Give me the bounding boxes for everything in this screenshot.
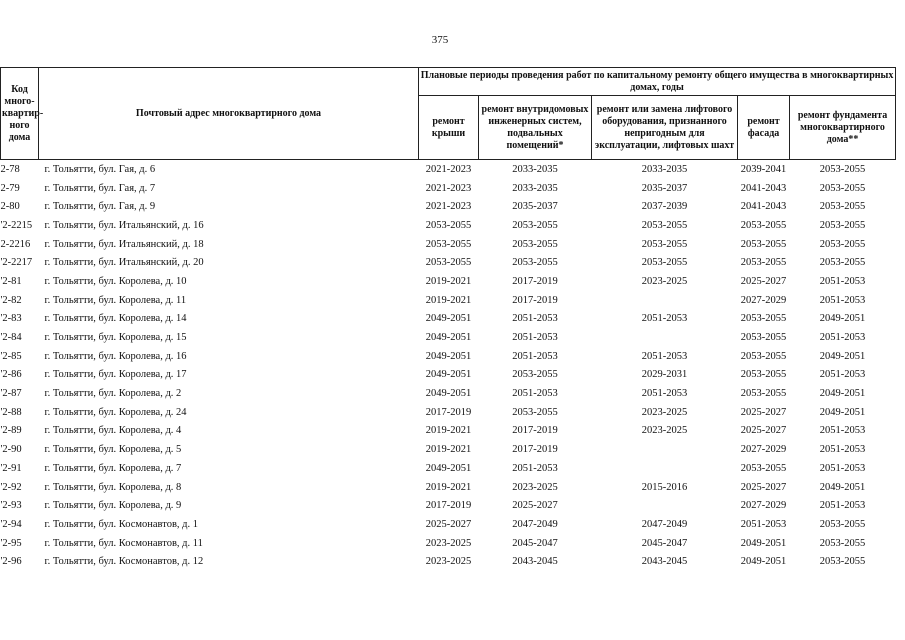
- table-row: [1, 552, 896, 571]
- table-row: [1, 347, 896, 366]
- row-address: г. Тольятти, бул. Королева, д. 16: [44, 350, 187, 362]
- row-foundation: 2053-2055: [819, 556, 866, 568]
- row-code: '2-2215: [0, 219, 33, 231]
- row-engineering: 2047-2049: [512, 518, 558, 530]
- capital-repair-schedule-table: [0, 67, 896, 571]
- row-code: '2-96: [0, 556, 22, 568]
- row-facade: 2049-2051: [740, 556, 787, 568]
- row-roof: 2017-2019: [425, 406, 472, 418]
- row-facade: 2025-2027: [740, 481, 787, 493]
- header-periods-group: Плановые периоды проведения работ по капитальному ремонту общего имущества в многоквартирных домах, годы: [419, 68, 896, 96]
- row-address: г. Тольятти, бул. Королева, д. 14: [44, 313, 187, 325]
- row-roof: 2019-2021: [425, 275, 472, 287]
- row-roof: 2019-2021: [425, 425, 472, 437]
- table-row: [1, 534, 896, 553]
- row-address: г. Тольятти, бул. Королева, д. 7: [44, 462, 182, 474]
- row-code: '2-93: [0, 500, 22, 512]
- row-foundation: 2051-2053: [819, 369, 866, 381]
- row-foundation: 2053-2055: [819, 257, 866, 269]
- row-foundation: 2051-2053: [819, 500, 866, 512]
- row-address: г. Тольятти, бул. Королева, д. 24: [44, 406, 187, 418]
- row-code: '2-91: [0, 462, 22, 474]
- table-row: [1, 253, 896, 272]
- row-code: '2-85: [0, 350, 22, 362]
- row-code: '2-2217: [0, 257, 33, 269]
- row-foundation: 2053-2055: [819, 518, 866, 530]
- table-row: [1, 328, 896, 347]
- header-code: Код много-квартир-ного дома: [1, 68, 39, 160]
- table-row: [1, 440, 896, 459]
- row-elevator: 2053-2055: [641, 257, 688, 269]
- row-engineering: 2051-2053: [512, 350, 558, 362]
- row-roof: 2049-2051: [425, 350, 472, 362]
- row-address: г. Тольятти, бул. Космонавтов, д. 11: [44, 537, 203, 549]
- row-roof: 2019-2021: [425, 294, 472, 306]
- row-facade: 2053-2055: [740, 257, 787, 269]
- row-roof: 2019-2021: [425, 444, 472, 456]
- row-roof: 2017-2019: [425, 500, 472, 512]
- row-address: г. Тольятти, бул. Космонавтов, д. 12: [44, 556, 204, 568]
- table-row: [1, 216, 896, 235]
- row-elevator: [592, 328, 738, 347]
- row-engineering: 2043-2045: [512, 556, 558, 568]
- table-row: [1, 310, 896, 329]
- row-address: г. Тольятти, бул. Космонавтов, д. 1: [44, 518, 199, 530]
- row-roof: 2053-2055: [425, 238, 472, 250]
- row-engineering: 2053-2055: [512, 369, 558, 381]
- row-engineering: 2053-2055: [512, 406, 558, 418]
- row-address: г. Тольятти, бул. Королева, д. 10: [44, 275, 187, 287]
- row-facade: 2053-2055: [740, 350, 787, 362]
- row-foundation: 2053-2055: [819, 163, 866, 175]
- row-address: г. Тольятти, бул. Королева, д. 4: [44, 425, 182, 437]
- table-row: [1, 197, 896, 216]
- row-foundation: 2049-2051: [819, 406, 866, 418]
- header-facade: ремонт фасада: [738, 96, 790, 160]
- row-code: '2-82: [0, 294, 22, 306]
- row-elevator: [592, 440, 738, 459]
- table-row: [1, 478, 896, 497]
- row-address: г. Тольятти, бул. Гая, д. 9: [44, 201, 156, 213]
- row-address: г. Тольятти, бул. Королева, д. 11: [44, 294, 187, 306]
- row-foundation: 2051-2053: [819, 444, 866, 456]
- row-foundation: 2049-2051: [819, 388, 866, 400]
- row-facade: 2053-2055: [740, 369, 787, 381]
- row-elevator: 2023-2025: [641, 275, 688, 287]
- row-engineering: 2051-2053: [512, 388, 558, 400]
- row-code: '2-86: [0, 369, 22, 381]
- row-facade: 2041-2043: [740, 201, 787, 213]
- table-row: [1, 235, 896, 254]
- row-engineering: 2023-2025: [512, 481, 558, 493]
- header-address: Почтовый адрес многоквартирного дома: [39, 68, 419, 160]
- table-row: [1, 160, 896, 179]
- row-foundation: 2051-2053: [819, 462, 866, 474]
- row-foundation: 2051-2053: [819, 332, 866, 344]
- row-elevator: [592, 459, 738, 478]
- row-engineering: 2045-2047: [512, 537, 558, 549]
- row-facade: 2053-2055: [740, 462, 787, 474]
- table-header-row: [1, 68, 896, 96]
- row-facade: 2053-2055: [740, 388, 787, 400]
- row-code: '2-90: [0, 444, 22, 456]
- row-code: '2-88: [0, 406, 22, 418]
- header-foundation: ремонт фундамента многоквартирного дома**: [790, 96, 896, 160]
- row-foundation: 2049-2051: [819, 481, 866, 493]
- row-engineering: 2033-2035: [512, 163, 558, 175]
- row-code: '2-94: [0, 518, 22, 530]
- row-facade: 2049-2051: [740, 537, 787, 549]
- row-address: г. Тольятти, бул. Королева, д. 5: [44, 444, 182, 456]
- table-row: [1, 459, 896, 478]
- row-roof: 2021-2023: [425, 182, 472, 194]
- row-roof: 2053-2055: [425, 257, 472, 269]
- row-roof: 2049-2051: [425, 388, 472, 400]
- row-facade: 2025-2027: [740, 275, 787, 287]
- row-facade: 2041-2043: [740, 182, 787, 194]
- row-code: '2-84: [0, 332, 22, 344]
- row-facade: 2027-2029: [740, 500, 787, 512]
- row-engineering: 2051-2053: [512, 313, 558, 325]
- row-roof: 2049-2051: [425, 462, 472, 474]
- row-elevator: 2029-2031: [641, 369, 688, 381]
- row-elevator: 2043-2045: [641, 556, 688, 568]
- table-row: [1, 496, 896, 515]
- row-foundation: 2051-2053: [819, 425, 866, 437]
- row-engineering: 2051-2053: [512, 332, 558, 344]
- page-number: 375: [431, 34, 449, 46]
- row-foundation: 2051-2053: [819, 294, 866, 306]
- row-roof: 2023-2025: [425, 556, 472, 568]
- table-row: [1, 384, 896, 403]
- row-foundation: 2053-2055: [819, 182, 866, 194]
- row-facade: 2025-2027: [740, 406, 787, 418]
- header-roof: ремонт крыши: [419, 96, 479, 160]
- row-roof: 2049-2051: [425, 313, 472, 325]
- row-roof: 2025-2027: [425, 518, 472, 530]
- row-foundation: 2053-2055: [819, 201, 866, 213]
- row-engineering: 2053-2055: [512, 257, 558, 269]
- row-address: г. Тольятти, бул. Гая, д. 7: [44, 182, 156, 194]
- row-elevator: 2033-2035: [641, 163, 688, 175]
- row-engineering: 2035-2037: [512, 201, 558, 213]
- row-foundation: 2053-2055: [819, 537, 866, 549]
- row-elevator: 2015-2016: [641, 481, 688, 493]
- row-code: '2-87: [0, 388, 22, 400]
- row-code: '2-95: [0, 537, 22, 549]
- row-engineering: 2017-2019: [512, 294, 558, 306]
- row-elevator: [592, 291, 738, 310]
- row-roof: 2019-2021: [425, 481, 472, 493]
- row-facade: 2053-2055: [740, 238, 787, 250]
- row-address: г. Тольятти, бул. Королева, д. 2: [44, 388, 182, 400]
- row-engineering: 2017-2019: [512, 275, 558, 287]
- row-elevator: 2023-2025: [641, 406, 688, 418]
- row-facade: 2051-2053: [740, 518, 787, 530]
- table-row: [1, 515, 896, 534]
- row-code: '2-89: [0, 425, 22, 437]
- row-engineering: 2025-2027: [512, 500, 558, 512]
- row-code: 2-2216: [0, 238, 31, 250]
- row-engineering: 2053-2055: [512, 219, 558, 231]
- header-engineering: ремонт внутридомовых инженерных систем, подвальных помещений*: [479, 96, 592, 160]
- row-elevator: [592, 496, 738, 515]
- row-engineering: 2017-2019: [512, 444, 558, 456]
- row-roof: 2053-2055: [425, 219, 472, 231]
- table-row: [1, 272, 896, 291]
- row-foundation: 2051-2053: [819, 275, 866, 287]
- row-elevator: 2051-2053: [641, 313, 688, 325]
- table-row: [1, 422, 896, 441]
- row-facade: 2053-2055: [740, 219, 787, 231]
- row-engineering: 2017-2019: [512, 425, 558, 437]
- row-roof: 2021-2023: [425, 163, 472, 175]
- row-foundation: 2049-2051: [819, 350, 866, 362]
- row-engineering: 2051-2053: [512, 462, 558, 474]
- header-elevator: ремонт или замена лифтового оборудования, признанного непригодным для эксплуатации, лифтовых шахт: [592, 96, 738, 160]
- row-elevator: 2047-2049: [641, 518, 688, 530]
- row-facade: 2025-2027: [740, 425, 787, 437]
- row-address: г. Тольятти, бул. Итальянский, д. 18: [44, 238, 204, 250]
- row-address: г. Тольятти, бул. Королева, д. 8: [44, 481, 182, 493]
- row-engineering: 2053-2055: [512, 238, 558, 250]
- row-code: 2-80: [0, 201, 20, 213]
- row-facade: 2027-2029: [740, 444, 787, 456]
- row-address: г. Тольятти, бул. Гая, д. 6: [44, 163, 156, 175]
- row-code: 2-79: [0, 182, 20, 194]
- table-row: [1, 291, 896, 310]
- row-foundation: 2053-2055: [819, 238, 866, 250]
- row-foundation: 2049-2051: [819, 313, 866, 325]
- row-facade: 2053-2055: [740, 313, 787, 325]
- row-code: '2-92: [0, 481, 22, 493]
- row-address: г. Тольятти, бул. Королева, д. 17: [44, 369, 187, 381]
- row-address: г. Тольятти, бул. Итальянский, д. 16: [44, 219, 204, 231]
- row-code: '2-83: [0, 313, 22, 325]
- row-address: г. Тольятти, бул. Итальянский, д. 20: [44, 257, 204, 269]
- row-engineering: 2033-2035: [512, 182, 558, 194]
- row-roof: 2049-2051: [425, 332, 472, 344]
- row-elevator: 2053-2055: [641, 219, 688, 231]
- row-elevator: 2053-2055: [641, 238, 688, 250]
- row-elevator: 2035-2037: [641, 182, 688, 194]
- row-elevator: 2037-2039: [641, 201, 688, 213]
- row-elevator: 2051-2053: [641, 388, 688, 400]
- row-code: 2-78: [0, 163, 20, 175]
- row-code: '2-81: [0, 275, 22, 287]
- row-foundation: 2053-2055: [819, 219, 866, 231]
- table-body: [1, 160, 896, 572]
- row-elevator: 2045-2047: [641, 537, 688, 549]
- row-roof: 2021-2023: [425, 201, 472, 213]
- table-row: [1, 403, 896, 422]
- row-address: г. Тольятти, бул. Королева, д. 9: [44, 500, 182, 512]
- row-facade: 2027-2029: [740, 294, 787, 306]
- row-facade: 2053-2055: [740, 332, 787, 344]
- row-roof: 2023-2025: [425, 537, 472, 549]
- row-roof: 2049-2051: [425, 369, 472, 381]
- row-elevator: 2051-2053: [641, 350, 688, 362]
- row-elevator: 2023-2025: [641, 425, 688, 437]
- table-row: [1, 179, 896, 198]
- row-facade: 2039-2041: [740, 163, 787, 175]
- row-address: г. Тольятти, бул. Королева, д. 15: [44, 332, 187, 344]
- table-row: [1, 366, 896, 385]
